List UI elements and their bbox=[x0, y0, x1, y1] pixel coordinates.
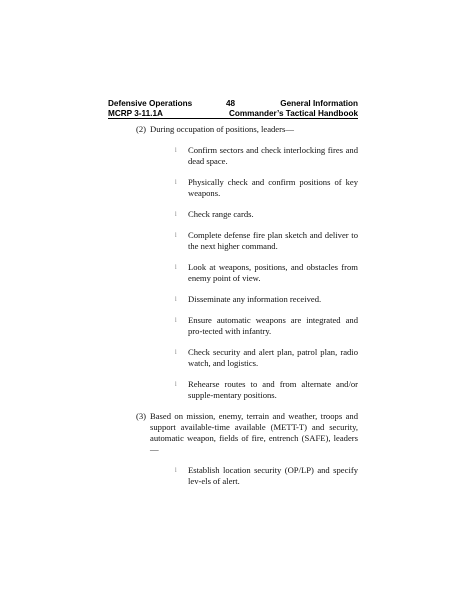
paragraph-number: (2) bbox=[136, 124, 147, 134]
bullet-text: Disseminate any information received. bbox=[188, 294, 322, 304]
bullet-marker-icon: l bbox=[175, 318, 177, 324]
body-content bbox=[108, 124, 358, 497]
list-item bbox=[108, 347, 358, 369]
running-header-bottom bbox=[108, 108, 358, 119]
list-item bbox=[108, 315, 358, 337]
bullet-marker-icon: l bbox=[175, 350, 177, 356]
bullet-text: Complete defense fire plan sketch and deliver to the next higher command. bbox=[188, 230, 358, 251]
bullet-marker-icon: l bbox=[175, 468, 177, 474]
bullet-text: Rehearse routes to and from alternate and/or supple-mentary positions. bbox=[188, 379, 358, 400]
bullet-text: Look at weapons, positions, and obstacles from enemy point of view. bbox=[188, 262, 358, 283]
header-publication-id: MCRP 3-11.1A bbox=[108, 109, 163, 118]
list-item bbox=[108, 209, 358, 220]
paragraph-2 bbox=[108, 124, 358, 135]
list-item bbox=[108, 262, 358, 284]
bullet-text: Ensure automatic weapons are integrated and pro-tected with infantry. bbox=[188, 315, 358, 336]
bullet-text: Check security and alert plan, patrol plan, radio watch, and logistics. bbox=[188, 347, 358, 368]
list-item bbox=[108, 465, 358, 487]
bullet-text: Confirm sectors and check interlocking fires and dead space. bbox=[188, 145, 358, 166]
header-page-number: 48 bbox=[226, 99, 236, 108]
list-item bbox=[108, 177, 358, 199]
paragraph-number: (3) bbox=[136, 411, 147, 421]
header-section-title: General Information bbox=[280, 99, 358, 108]
bullet-marker-icon: l bbox=[175, 297, 177, 303]
paragraph-text: During occupation of positions, leaders— bbox=[150, 124, 294, 134]
paragraph-text: Based on mission, enemy, terrain and weather, troops and support available-time available (METT-T) and security, automatic weapon, fields of fire, entrench (SAFE), leaders— bbox=[150, 411, 358, 454]
bullet-marker-icon: l bbox=[175, 233, 177, 239]
bullet-marker-icon: l bbox=[175, 265, 177, 271]
header-publication-title: Commander’s Tactical Handbook bbox=[228, 109, 358, 118]
bullet-marker-icon: l bbox=[175, 212, 177, 218]
bullet-text: Physically check and confirm positions of key weapons. bbox=[188, 177, 358, 198]
bullet-marker-icon: l bbox=[175, 180, 177, 186]
bullet-marker-icon: l bbox=[175, 382, 177, 388]
bullet-list-safe bbox=[108, 465, 358, 487]
bullet-text: Establish location security (OP/LP) and specify lev-els of alert. bbox=[188, 465, 358, 486]
bullet-marker-icon: l bbox=[175, 148, 177, 154]
header-chapter-title: Defensive Operations bbox=[108, 99, 193, 108]
list-item bbox=[108, 145, 358, 167]
list-item bbox=[108, 230, 358, 252]
bullet-list-occupation bbox=[108, 145, 358, 401]
list-item bbox=[108, 379, 358, 401]
paragraph-3 bbox=[108, 411, 358, 455]
list-item bbox=[108, 294, 358, 305]
bullet-text: Check range cards. bbox=[188, 209, 254, 219]
